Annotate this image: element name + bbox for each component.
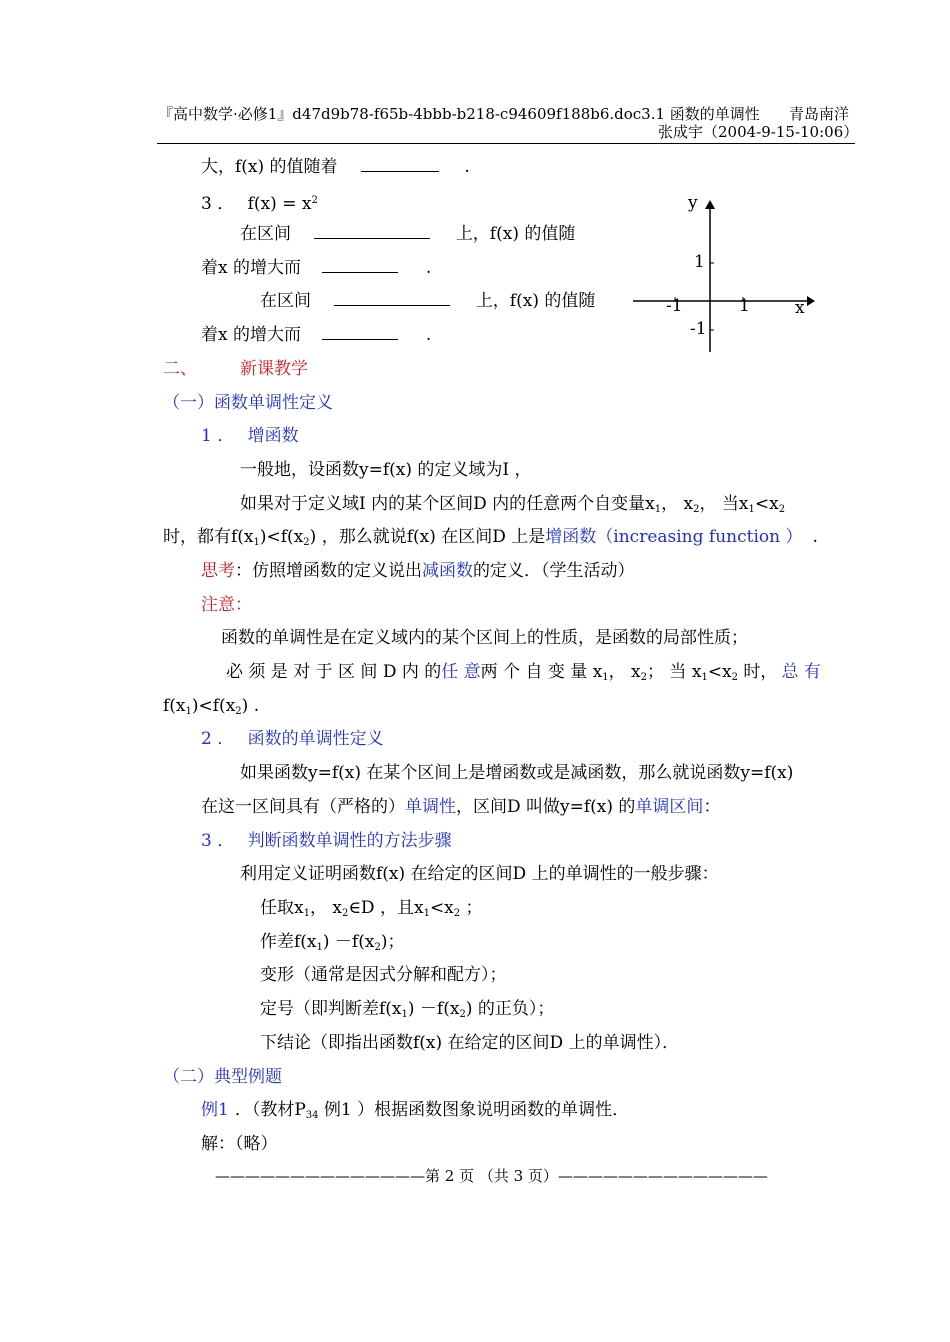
subscript: 1: [602, 672, 609, 683]
y-axis-arrow: [705, 200, 715, 209]
text: 定号（即判断差f(x: [260, 999, 402, 1019]
header-author-date: 张成宇（2004-9-15-10:06）: [658, 123, 859, 141]
term-arbitrary: 任 意: [441, 662, 481, 682]
text: <x: [707, 662, 732, 682]
note-3: [163, 696, 259, 722]
monotonicity-para-1: 如果函数y=f(x) 在某个区间上是增函数或是减函数，那么就说函数y=f(x): [240, 763, 794, 783]
question-2-line2: [201, 325, 431, 345]
step-4: [260, 999, 554, 1025]
answer-blank[interactable]: [361, 157, 439, 172]
page-footer: ——————————————第 2 页 （共 3 页）——————————————: [215, 1167, 768, 1185]
item-number: 3 ．: [201, 831, 235, 851]
term-decreasing-function: 减函数: [422, 561, 473, 581]
text: 如果对于定义域I 内的某个区间D 内的任意两个自变量x: [240, 494, 655, 514]
item-1-heading: [201, 426, 299, 446]
text: 着x 的增大而: [201, 325, 301, 345]
text: f(x: [163, 696, 186, 716]
text: 时，: [738, 662, 778, 682]
header-title: 『高中数学·必修1』d47d9b78-f65b-4bbb-b218-c94609f188b6.doc3.1 函数的单调性: [158, 105, 760, 123]
subscript: 2: [731, 672, 739, 683]
text: <x: [754, 494, 779, 514]
text: ， x: [661, 494, 694, 514]
item-number: 1 ．: [201, 426, 235, 446]
subscript: 1: [316, 942, 323, 953]
interval-blank-2[interactable]: [334, 291, 450, 306]
item-3-heading: [201, 191, 318, 214]
subscript: 2: [693, 504, 700, 515]
subsection-1-title: （一）函数单调性定义: [163, 393, 333, 413]
exponent: 2: [311, 195, 318, 206]
subsection-2-title: （二）典型例题: [163, 1067, 282, 1087]
text: 上，f(x) 的值随: [455, 224, 576, 244]
x-tick-label-1: 1: [739, 296, 750, 316]
y-tick-label-1: 1: [694, 252, 705, 272]
text: )<f(x: [259, 527, 304, 547]
text: ， x: [309, 898, 342, 918]
text: 上，f(x) 的值随: [475, 291, 596, 311]
item-number: 3 ．: [201, 194, 235, 214]
term-always: 总 有: [781, 662, 821, 682]
line-continuation: [201, 157, 470, 177]
text: ) 的正负）；: [465, 999, 555, 1019]
text: )；: [380, 932, 405, 952]
subscript: 1: [401, 1009, 408, 1020]
y-axis-label: y: [688, 193, 698, 213]
text: ，区间D 叫做y=f(x) 的: [456, 797, 636, 817]
text: 时，都有f(x: [163, 527, 254, 547]
subscript: 1: [701, 672, 708, 683]
text: ：仿照增函数的定义说出: [235, 561, 422, 581]
example-1: [201, 1100, 629, 1126]
trend-blank-1[interactable]: [322, 258, 398, 273]
y-tick-label-neg-1: -1: [690, 319, 707, 339]
function-expr: f(x) = x: [247, 194, 312, 214]
subscript: 1: [303, 908, 310, 919]
text: <x: [429, 898, 454, 918]
text: ) .: [241, 696, 260, 716]
subscript: 2: [341, 908, 349, 919]
subscript: 1: [253, 537, 260, 548]
header-author-school: 青岛南洋: [789, 105, 850, 123]
solution: 解：（略）: [201, 1134, 278, 1154]
text: 在这一区间具有（严格的）: [201, 797, 405, 817]
text: .: [425, 325, 432, 345]
x-tick-label-neg-1: -1: [666, 296, 683, 316]
question-1-line1: [240, 224, 575, 244]
note-1: 函数的单调性是在定义域内的某个区间上的性质，是函数的局部性质；: [221, 628, 748, 648]
text: 的定义．（学生活动）: [473, 561, 635, 581]
subscript: 1: [654, 504, 662, 515]
question-1-line2: [201, 258, 431, 278]
text: ) －f(x: [322, 932, 375, 952]
x-axis-arrow: [807, 296, 815, 306]
subscript: 2: [459, 1009, 466, 1020]
term-increasing-function: 增函数（increasing function ）: [545, 527, 803, 547]
coordinate-axes: [625, 190, 825, 355]
text: .: [812, 527, 818, 547]
note-2: [226, 662, 821, 688]
text: ) ，那么就说f(x) 在区间D 上是: [309, 527, 546, 547]
item-title: 函数的单调性定义: [247, 729, 384, 749]
item-title: 增函数: [247, 426, 299, 446]
item-2-heading: [201, 729, 384, 749]
text: )<f(x: [191, 696, 236, 716]
text: 大，f(x) 的值随着: [201, 157, 338, 177]
subscript: 2: [235, 706, 242, 717]
text: 在区间: [260, 291, 311, 311]
subscript: 1: [423, 908, 430, 919]
item-title: 判断函数单调性的方法步骤: [247, 831, 452, 851]
item-3-method-heading: [201, 831, 452, 851]
definition-para-3: [163, 527, 818, 553]
text: ．（教材P: [234, 1100, 306, 1120]
example-label: 例1: [201, 1100, 229, 1120]
term-monotonicity: 单调性: [405, 797, 456, 817]
interval-blank-1[interactable]: [314, 224, 430, 239]
text: ； 当 x: [647, 662, 702, 682]
step-5: 下结论（即指出函数f(x) 在给定的区间D 上的单调性）．: [260, 1033, 680, 1053]
text: 例1 ）根据函数图象说明函数的单调性．: [318, 1100, 630, 1120]
definition-para-1: 一般地，设函数y=f(x) 的定义域为I ，: [240, 460, 532, 480]
think-label: 思考: [201, 561, 235, 581]
term-monotonic-interval: 单调区间: [635, 797, 704, 817]
think-prompt: [201, 561, 635, 581]
subscript: 1: [185, 706, 192, 717]
text: 在区间: [240, 224, 291, 244]
text: ， 当x: [699, 494, 749, 514]
subscript: 2: [453, 908, 461, 919]
section-title: 新课教学: [240, 359, 308, 379]
text: .: [425, 258, 432, 278]
subscript: 2: [374, 942, 381, 953]
text: 必 须 是 对 于 区 间 D 内 的: [226, 662, 442, 682]
subscript: 2: [303, 537, 310, 548]
subscript: 34: [305, 1110, 319, 1121]
question-2-line1: [260, 291, 595, 311]
subscript: 2: [640, 672, 648, 683]
trend-blank-2[interactable]: [322, 325, 398, 340]
monotonicity-para-2: [201, 797, 720, 817]
text: ：: [703, 797, 721, 817]
text: ；: [460, 898, 483, 918]
text: .: [464, 157, 470, 177]
x-axis-label: x: [795, 298, 805, 318]
subscript: 1: [748, 504, 755, 515]
section-number: 二、: [163, 359, 197, 379]
step-3: 变形（通常是因式分解和配方）；: [260, 965, 507, 985]
method-intro: 利用定义证明函数f(x) 在给定的区间D 上的单调性的一般步骤：: [240, 864, 719, 884]
step-2: [260, 932, 404, 958]
text: 任取x: [260, 898, 304, 918]
definition-para-2: [240, 494, 785, 520]
step-1: [260, 898, 483, 924]
text: ∈D ，且x: [348, 898, 424, 918]
text: 两 个 自 变 量 x: [480, 662, 603, 682]
item-number: 2 ．: [201, 729, 235, 749]
subscript: 2: [778, 504, 786, 515]
header-divider: [157, 143, 855, 144]
note-label: 注意：: [201, 595, 252, 615]
text: ， x: [608, 662, 641, 682]
text: 着x 的增大而: [201, 258, 301, 278]
text: 作差f(x: [260, 932, 317, 952]
text: ) －f(x: [407, 999, 460, 1019]
